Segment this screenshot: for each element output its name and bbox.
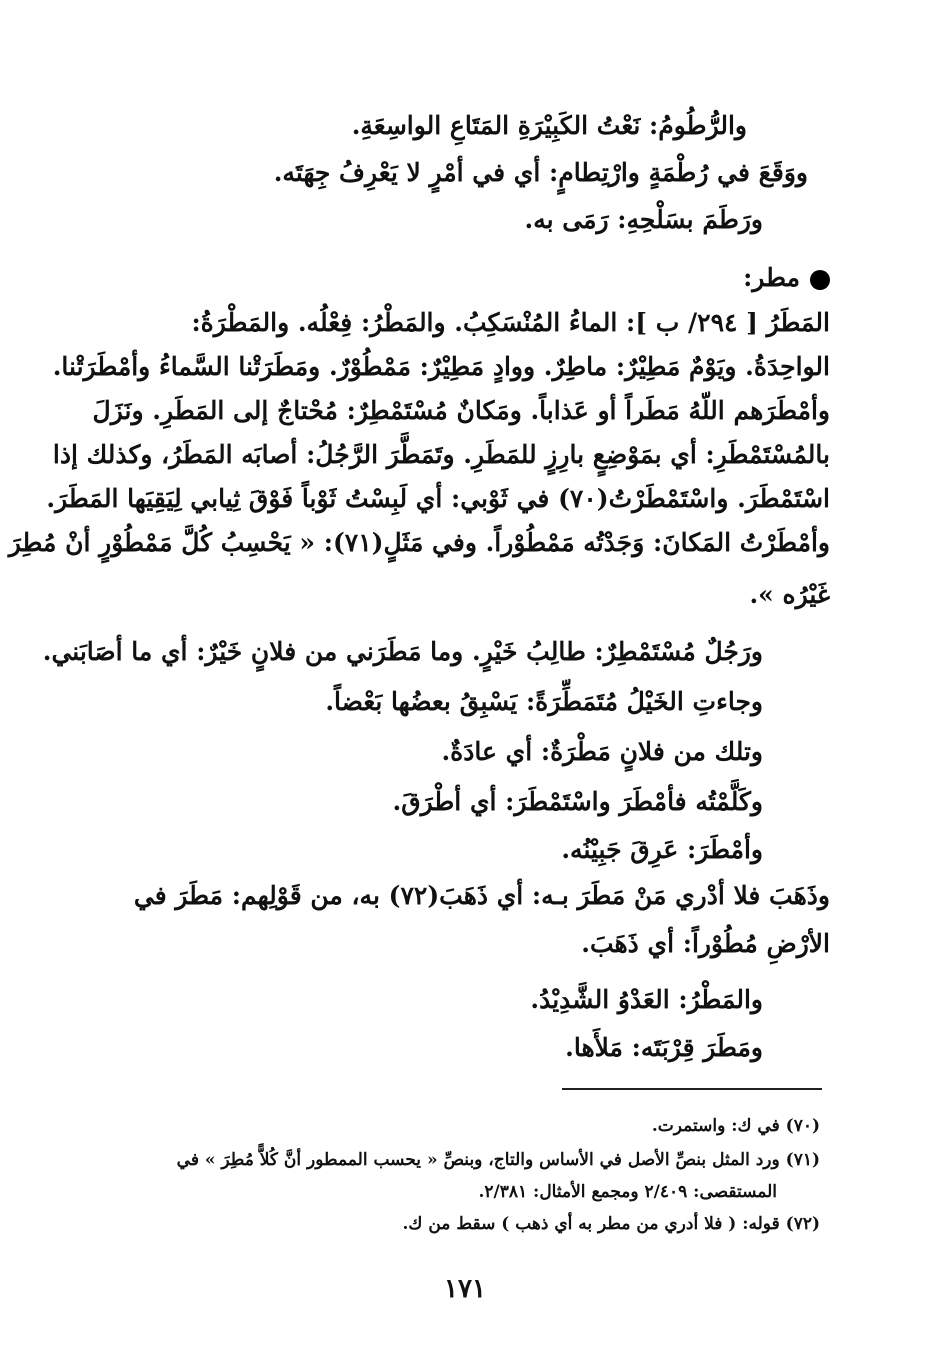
entry-line: وأمْطَرَهم اللّهُ مَطَراً أو عَذاباً. ومَكانٌ مُسْتَمْطِرٌ: مُحْتاجٌ إلى المَطَرِ. ونَزَلَ	[92, 396, 830, 425]
entry-line: المَطَرُ [ ٢٩٤/ ب ]: الماءُ المُنْسَكِبُ. والمَطْرُ: فِعْلُه. والمَطْرَةُ:	[191, 308, 830, 337]
entry-line: ووَقَعَ في رُطْمَةٍ وارْتِطامٍ: أي في أمْرٍ لا يَعْرِفُ جِهَتَه.	[273, 158, 808, 187]
bullet-icon	[810, 270, 830, 290]
entry-line: الأرْضِ مُطُوْراً: أي ذَهَبَ.	[581, 929, 830, 958]
section-heading	[743, 258, 830, 298]
footnote: (٧٠) في ك: واستمرت.	[651, 1116, 820, 1136]
entry-line: والرُّطُومُ: نَعْتُ الكَبِيْرَةِ المَتَاعِ الواسِعَةِ.	[351, 111, 747, 140]
entry-line: ورَجُلٌ مُسْتَمْطِرٌ: طالِبُ خَيْرٍ. وما مَطَرَني من فلانٍ خَيْرٌ: أي ما أصَابَني.	[42, 637, 763, 666]
entry-line: وأمْطَرْتُ المَكانَ: وَجَدْتُه مَمْطُوْراً. وفي مَثَلٍ(٧١): « يَحْسِبُ كُلَّ مَمْطُوْرٍ أنْ مُطِرَ	[8, 528, 830, 557]
entry-line: وذَهَبَ فلا أدْري مَنْ مَطَرَ بـه: أي ذَهَبَ(٧٢) به، من قَوْلِهم: مَطَرَ في	[133, 881, 830, 910]
entry-line: بالمُسْتَمْطَرِ: أي بمَوْضِعٍ بارِزٍ للمَطَرِ. وتَمَطَّرَ الرَّجُلُ: أصابَه المَطَرُ، وكذلك إذا	[52, 440, 830, 469]
entry-line: ورَطَمَ بسَلْحِهِ: رَمَى به.	[524, 205, 763, 234]
entry-line: وجاءتِ الخَيْلُ مُتَمَطِّرَةً: يَسْبِقُ بعضُها بَعْضاً.	[325, 687, 763, 716]
page-number: ١٧١	[444, 1274, 486, 1304]
entry-line: الواحِدَةُ. ويَوْمٌ مَطِيْرٌ: ماطِرٌ. ووادٍ مَطِيْرٌ: مَمْطُوْرٌ. ومَطَرَتْنا السَّماءُ وأمْطَرَتْنا.	[52, 352, 830, 381]
entry-line: وكَلَّمْتُه فأمْطَرَ واسْتَمْطَرَ: أي أطْرَقَ.	[392, 787, 763, 816]
entry-line: والمَطْرُ: العَدْوُ الشَّدِيْدُ.	[530, 985, 763, 1014]
footnote-divider	[562, 1088, 822, 1090]
footnote: المستقصى: ٢/٤٠٩ ومجمع الأمثال: ٢/٣٨١.	[478, 1182, 777, 1202]
entry-line: غَيْرُه ».	[749, 580, 830, 609]
section-heading-label: مطر:	[743, 263, 800, 292]
entry-line: وأمْطَرَ: عَرِقَ جَبِيْنُه.	[561, 835, 763, 864]
entry-line: ومَطَرَ قِرْبَتَه: مَلأَها.	[565, 1033, 763, 1062]
entry-line: اسْتَمْطَرَ. واسْتَمْطَرْتُ(٧٠) في ثَوْبي: أي لَبِسْتُ ثَوْباً فَوْقَ ثِيابي لِيَقِيَها المَطَرَ.	[46, 484, 830, 513]
entry-line: وتلك من فلانٍ مَطْرَةٌ: أي عادَةٌ.	[441, 737, 763, 766]
footnote: (٧١) ورد المثل بنصِّ الأصل في الأساس والتاج، وبنصِّ « يحسب الممطور أنَّ كُلاًّ مُطِرَ » في	[176, 1150, 820, 1170]
footnote: (٧٢) قوله: ( فلا أدري من مطر به أي ذهب ) سقط من ك.	[402, 1214, 820, 1234]
